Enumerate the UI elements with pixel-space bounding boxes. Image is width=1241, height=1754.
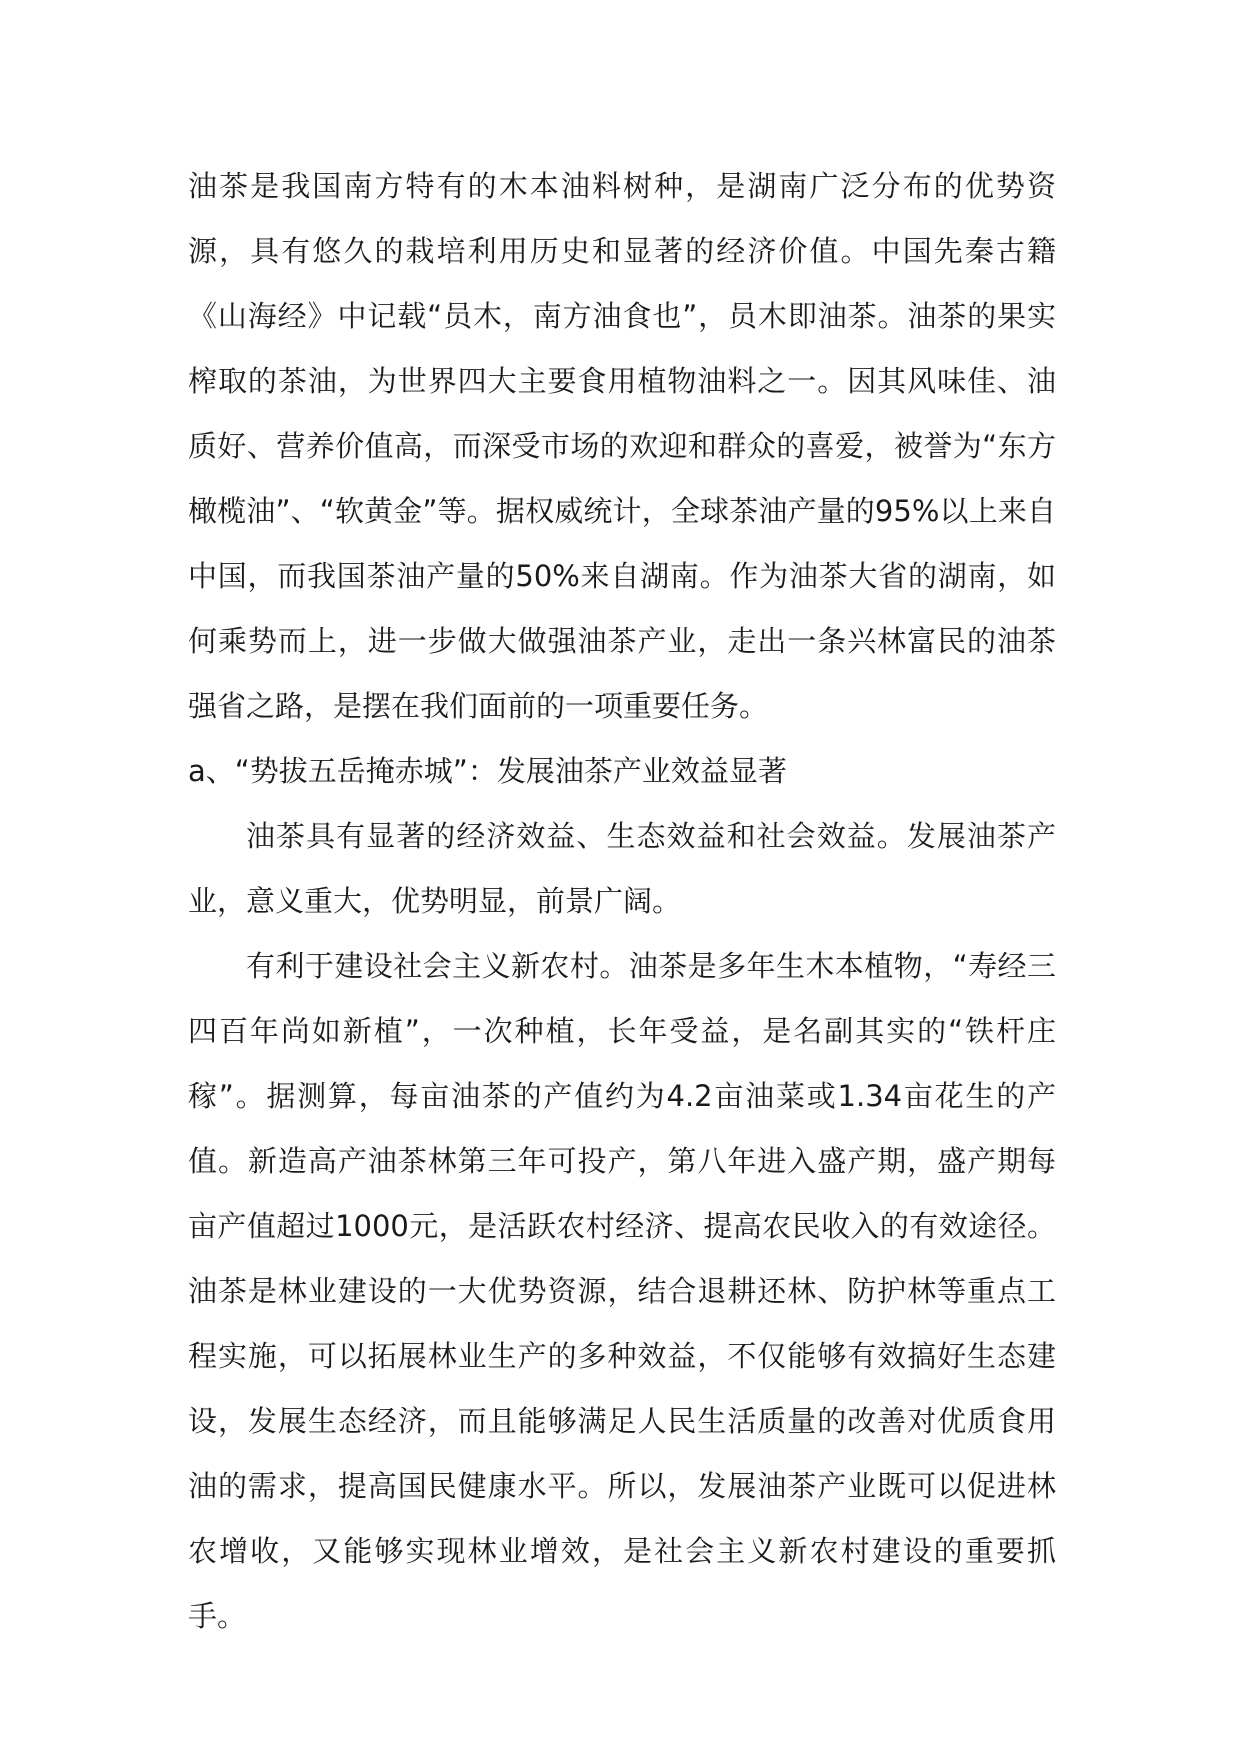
document-body xyxy=(188,154,1056,1649)
section-paragraph-2: 有利于建设社会主义新农村。油茶是多年生木本植物，“寿经三四百年尚如新植”，一次种植，长年受益，是名副其实的“铁杆庄稼”。据测算，每亩油茶的产值约为4.2亩油菜或1.34亩花生的产值。新造高产油茶林第三年可投产，第八年进入盛产期，盛产期每亩产值超过1000元，是活跃农村经济、提高农民收入的有效途径。油茶是林业建设的一大优势资源，结合退耕还林、防护林等重点工程实施，可以拓展林业生产的多种效益，不仅能够有效搞好生态建设，发展生态经济，而且能够满足人民生活质量的改善对优质食用油的需求，提高国民健康水平。所以，发展油茶产业既可以促进林农增收，又能够实现林业增效，是社会主义新农村建设的重要抓手。 xyxy=(188,949,1056,1633)
section-heading: a、“势拔五岳掩赤城”：发展油茶产业效益显著 xyxy=(188,754,787,788)
intro-paragraph: 油茶是我国南方特有的木本油料树种，是湖南广泛分布的优势资源，具有悠久的栽培利用历史和显著的经济价值。中国先秦古籍《山海经》中记载“员木，南方油食也”，员木即油茶。油茶的果实榨取的茶油，为世界四大主要食用植物油料之一。因其风味佳、油质好、营养价值高，而深受市场的欢迎和群众的喜爱，被誉为“东方橄榄油”、“软黄金”等。据权威统计，全球茶油产量的95%以上来自中国，而我国茶油产量的50%来自湖南。作为油茶大省的湖南，如何乘势而上，进一步做大做强油茶产业，走出一条兴林富民的油茶强省之路，是摆在我们面前的一项重要任务。 xyxy=(188,169,1056,723)
section-paragraph-1: 油茶具有显著的经济效益、生态效益和社会效益。发展油茶产业，意义重大，优势明显，前景广阔。 xyxy=(188,819,1056,918)
